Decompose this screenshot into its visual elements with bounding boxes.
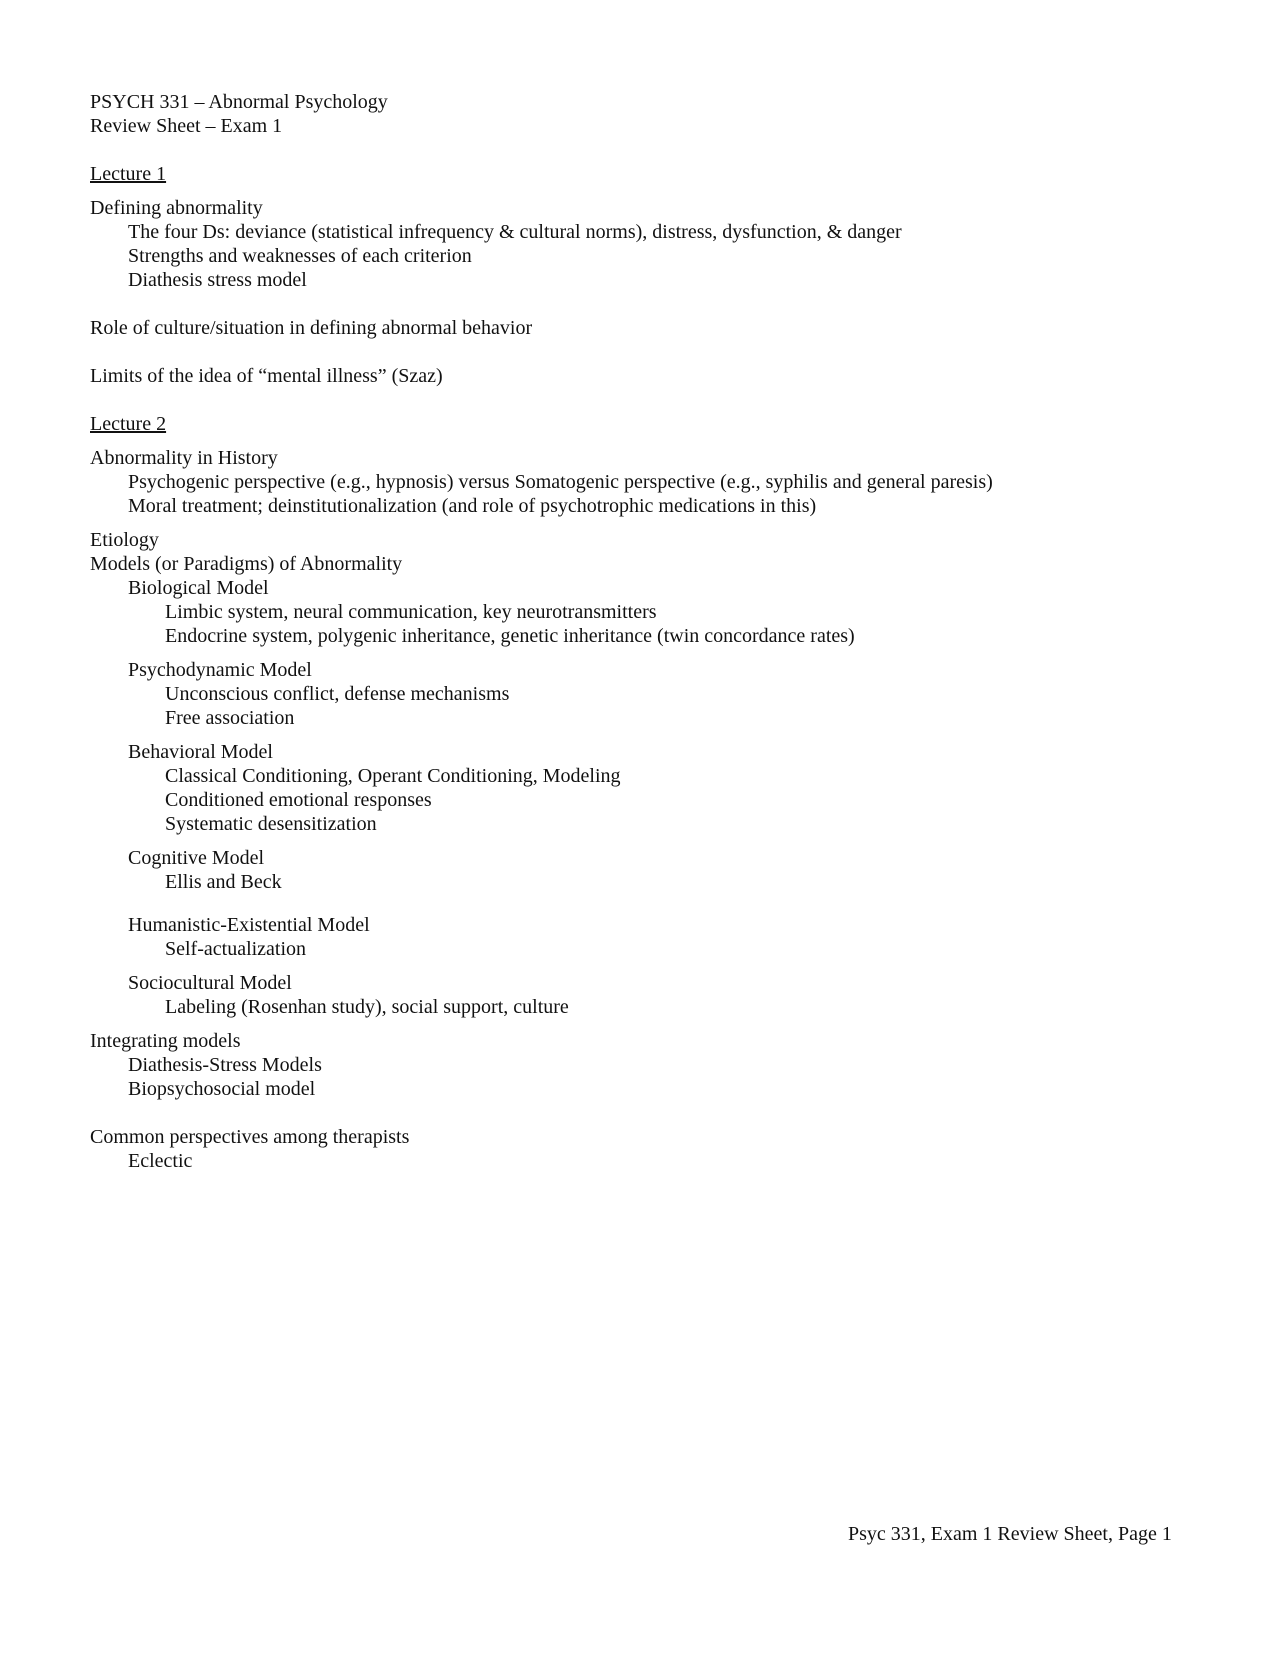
topic-common-perspectives: Common perspectives among therapists [90, 1126, 410, 1148]
subtopic-four-ds: The four Ds: deviance (statistical infrequency & cultural norms), distress, dysfunction, & danger [128, 221, 902, 243]
subtopic-psychogenic: Psychogenic perspective (e.g., hypnosis) versus Somatogenic perspective (e.g., syphilis and general paresis) [128, 471, 993, 493]
model-psychodynamic: Psychodynamic Model [128, 659, 312, 681]
model-behavioral: Behavioral Model [128, 741, 273, 763]
topic-models-of-abnormality: Models (or Paradigms) of Abnormality [90, 553, 403, 575]
behavioral-item-2: Conditioned emotional responses [165, 789, 432, 811]
subtopic-diathesis-stress: Diathesis stress model [128, 269, 307, 291]
psychodynamic-item-1: Unconscious conflict, defense mechanisms [165, 683, 510, 705]
behavioral-item-1: Classical Conditioning, Operant Conditioning, Modeling [165, 765, 621, 787]
model-biological: Biological Model [128, 577, 269, 599]
topic-etiology: Etiology [90, 529, 159, 551]
sociocultural-item-1: Labeling (Rosenhan study), social support, culture [165, 996, 569, 1018]
biological-item-2: Endocrine system, polygenic inheritance, genetic inheritance (twin concordance rates) [165, 625, 855, 647]
document-subtitle: Review Sheet – Exam 1 [90, 115, 283, 137]
topic-limits-mental-illness: Limits of the idea of “mental illness” (Szaz) [90, 365, 443, 387]
subtopic-strengths-weaknesses: Strengths and weaknesses of each criterion [128, 245, 472, 267]
model-humanistic-existential: Humanistic-Existential Model [128, 914, 370, 936]
document-title: PSYCH 331 – Abnormal Psychology [90, 91, 388, 113]
humanistic-item-1: Self-actualization [165, 938, 307, 960]
topic-defining-abnormality: Defining abnormality [90, 197, 263, 219]
integrating-item-1: Diathesis-Stress Models [128, 1054, 322, 1076]
subtopic-moral-treatment: Moral treatment; deinstitutionalization (and role of psychotrophic medications in this) [128, 495, 817, 517]
model-cognitive: Cognitive Model [128, 847, 265, 869]
integrating-item-2: Biopsychosocial model [128, 1078, 316, 1100]
psychodynamic-item-2: Free association [165, 707, 295, 729]
cognitive-item-1: Ellis and Beck [165, 871, 282, 893]
topic-abnormality-in-history: Abnormality in History [90, 447, 278, 469]
model-sociocultural: Sociocultural Model [128, 972, 292, 994]
lecture-2-heading: Lecture 2 [90, 413, 167, 435]
lecture-1-heading: Lecture 1 [90, 163, 167, 185]
page-footer: Psyc 331, Exam 1 Review Sheet, Page 1 [848, 1523, 1172, 1545]
common-perspectives-item-1: Eclectic [128, 1150, 193, 1172]
topic-integrating-models: Integrating models [90, 1030, 241, 1052]
behavioral-item-3: Systematic desensitization [165, 813, 377, 835]
biological-item-1: Limbic system, neural communication, key neurotransmitters [165, 601, 657, 623]
topic-role-of-culture: Role of culture/situation in defining abnormal behavior [90, 317, 533, 339]
